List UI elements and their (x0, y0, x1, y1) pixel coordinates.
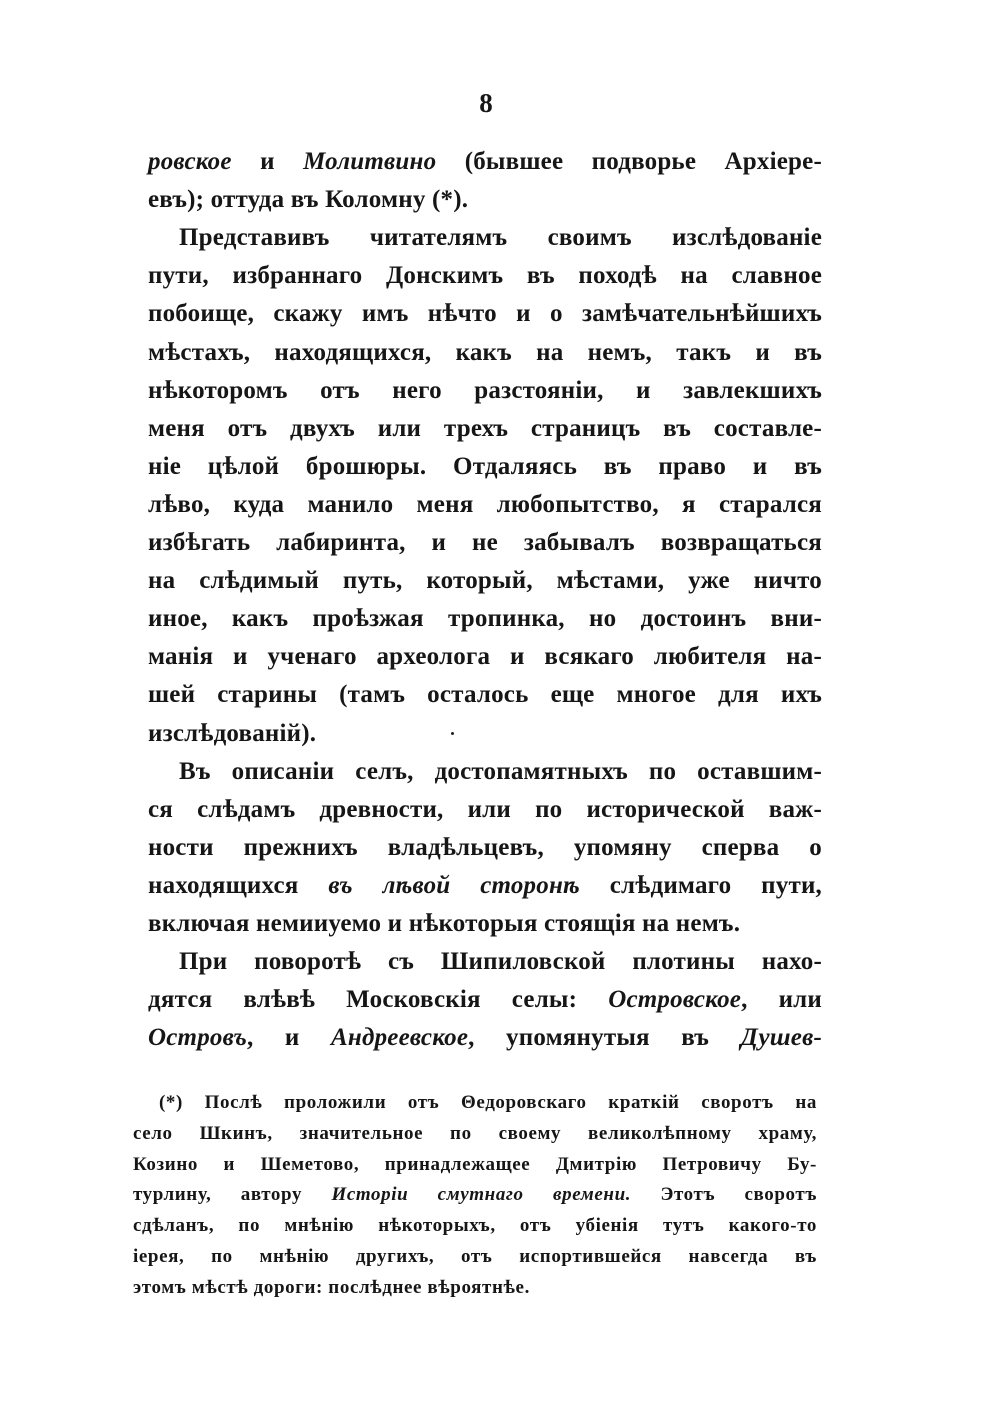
text-segment: (*) Послѣ проложили отъ Θедоровскаго краткiй своротъ на (159, 1092, 817, 1113)
text-line (148, 943, 822, 981)
text-segment: турлину, автору (133, 1184, 332, 1206)
text-line (148, 524, 822, 562)
text-line (148, 867, 822, 905)
text-segment: иное, какъ проѣзжая тропинка, но достоинъ вни- (148, 605, 822, 633)
text-line (148, 257, 822, 295)
italic-text: Исторiи смутнаго времени. (331, 1184, 632, 1206)
text-segment: , или (741, 986, 823, 1014)
text-line (148, 410, 822, 448)
text-segment: пути, избраннаго Донскимъ въ походѣ на славное (148, 262, 822, 290)
text-segment: , и (247, 1024, 332, 1052)
italic-text: Душев- (740, 1024, 822, 1052)
text-line (148, 981, 822, 1019)
text-segment: лѣво, куда манило меня любопытство, я старался (148, 490, 822, 518)
text-segment: село Шкинъ, значительное по своему великолѣпному храму, (133, 1122, 817, 1144)
italic-text: Островъ (148, 1024, 248, 1052)
text-line (148, 295, 822, 333)
text-segment: слѣдимаго пути, (579, 871, 823, 899)
text-segment: мѣстахъ, находящихся, какъ на немъ, такъ и въ (148, 338, 822, 366)
text-line (148, 715, 822, 753)
text-line (148, 562, 822, 600)
text-segment: сдѣланъ, по мнѣнiю нѣкоторыхъ, отъ убiенiя тутъ какого-то (133, 1215, 817, 1237)
text-line (148, 600, 822, 638)
text-segment: Козино и Шеметово, принадлежащее Дмитрiю Петровичу Бу- (133, 1153, 817, 1175)
text-line (148, 1019, 822, 1057)
text-line (148, 791, 822, 829)
footnote-line (133, 1088, 817, 1118)
text-segment: (бывшее подворье Архiере- (436, 148, 822, 175)
text-line (148, 753, 822, 791)
footnote-line (133, 1242, 817, 1272)
text-line (148, 448, 822, 486)
text-line (148, 638, 822, 676)
footnote-line (133, 1180, 817, 1210)
footnote-line (133, 1273, 817, 1303)
text-line (148, 181, 822, 219)
text-segment: Этотъ своротъ (631, 1184, 818, 1206)
text-segment: iерея, по мнѣнiю другихъ, отъ испортившейся навсегда въ (133, 1246, 817, 1267)
text-line (148, 829, 822, 867)
text-segment: дятся влѣвѣ Московскiя селы: (148, 986, 609, 1014)
footnote-line (133, 1150, 817, 1180)
text-segment: ся слѣдамъ древности, или по исторической важ- (148, 795, 822, 823)
page-number: 8 (479, 88, 494, 118)
footnote-line (133, 1211, 817, 1241)
text-segment: ности прежнихъ владѣльцевъ, упомяну сперва о (148, 833, 822, 861)
text-segment: включая немииуемо и нѣкоторыя стоящiя на немъ. (148, 910, 741, 937)
text-segment: и (231, 148, 304, 175)
ink-speck (451, 732, 454, 735)
italic-text: Островское (608, 986, 742, 1014)
text-segment: избѣгать лабиринта, и не забывалъ возвращаться (148, 529, 822, 556)
text-segment: меня отъ двухъ или трехъ страницъ въ составле- (148, 414, 822, 442)
text-segment: евъ); оттуда въ Коломну (*). (148, 186, 469, 214)
text-segment: этомъ мѣстѣ дороги: послѣднее вѣроятнѣе. (133, 1276, 530, 1298)
text-segment: побоище, скажу имъ нѣчто и о замѣчательнѣйшихъ (148, 300, 822, 328)
text-line (148, 905, 822, 943)
text-segment: Въ описанiи селъ, достопамятныхъ по оставшим- (179, 757, 822, 785)
text-line (148, 372, 822, 410)
text-segment: нiе цѣлой брошюры. Отдаляясь въ право и въ (148, 452, 822, 480)
text-line (148, 143, 822, 181)
text-segment: на слѣдимый путь, который, мѣстами, уже ничто (148, 567, 822, 595)
text-segment: манiя и ученаго археолога и всякаго любителя на- (148, 643, 822, 671)
italic-text: въ лѣвой сторонѣ (328, 871, 580, 899)
italic-text: Молитвино (303, 148, 437, 175)
text-segment: шей старины (тамъ осталось еще многое для ихъ (148, 681, 822, 709)
text-segment: нѣкоторомъ отъ него разстоянiи, и завлекшихъ (148, 376, 822, 404)
text-segment: При поворотѣ съ Шипиловской плотины нахо- (179, 948, 822, 976)
italic-text: Андреевское (331, 1024, 469, 1052)
text-line (148, 676, 822, 714)
text-line (148, 334, 822, 372)
text-segment: изслѣдованiй). (148, 719, 317, 747)
text-segment: Представивъ читателямъ своимъ изслѣдованiе (179, 224, 822, 252)
text-segment: , упомянутыя въ (468, 1024, 741, 1052)
italic-text: ровское (148, 148, 232, 175)
text-line (148, 486, 822, 524)
text-line (148, 219, 822, 257)
text-segment: находящихся (148, 871, 329, 899)
footnote-line (133, 1119, 817, 1149)
